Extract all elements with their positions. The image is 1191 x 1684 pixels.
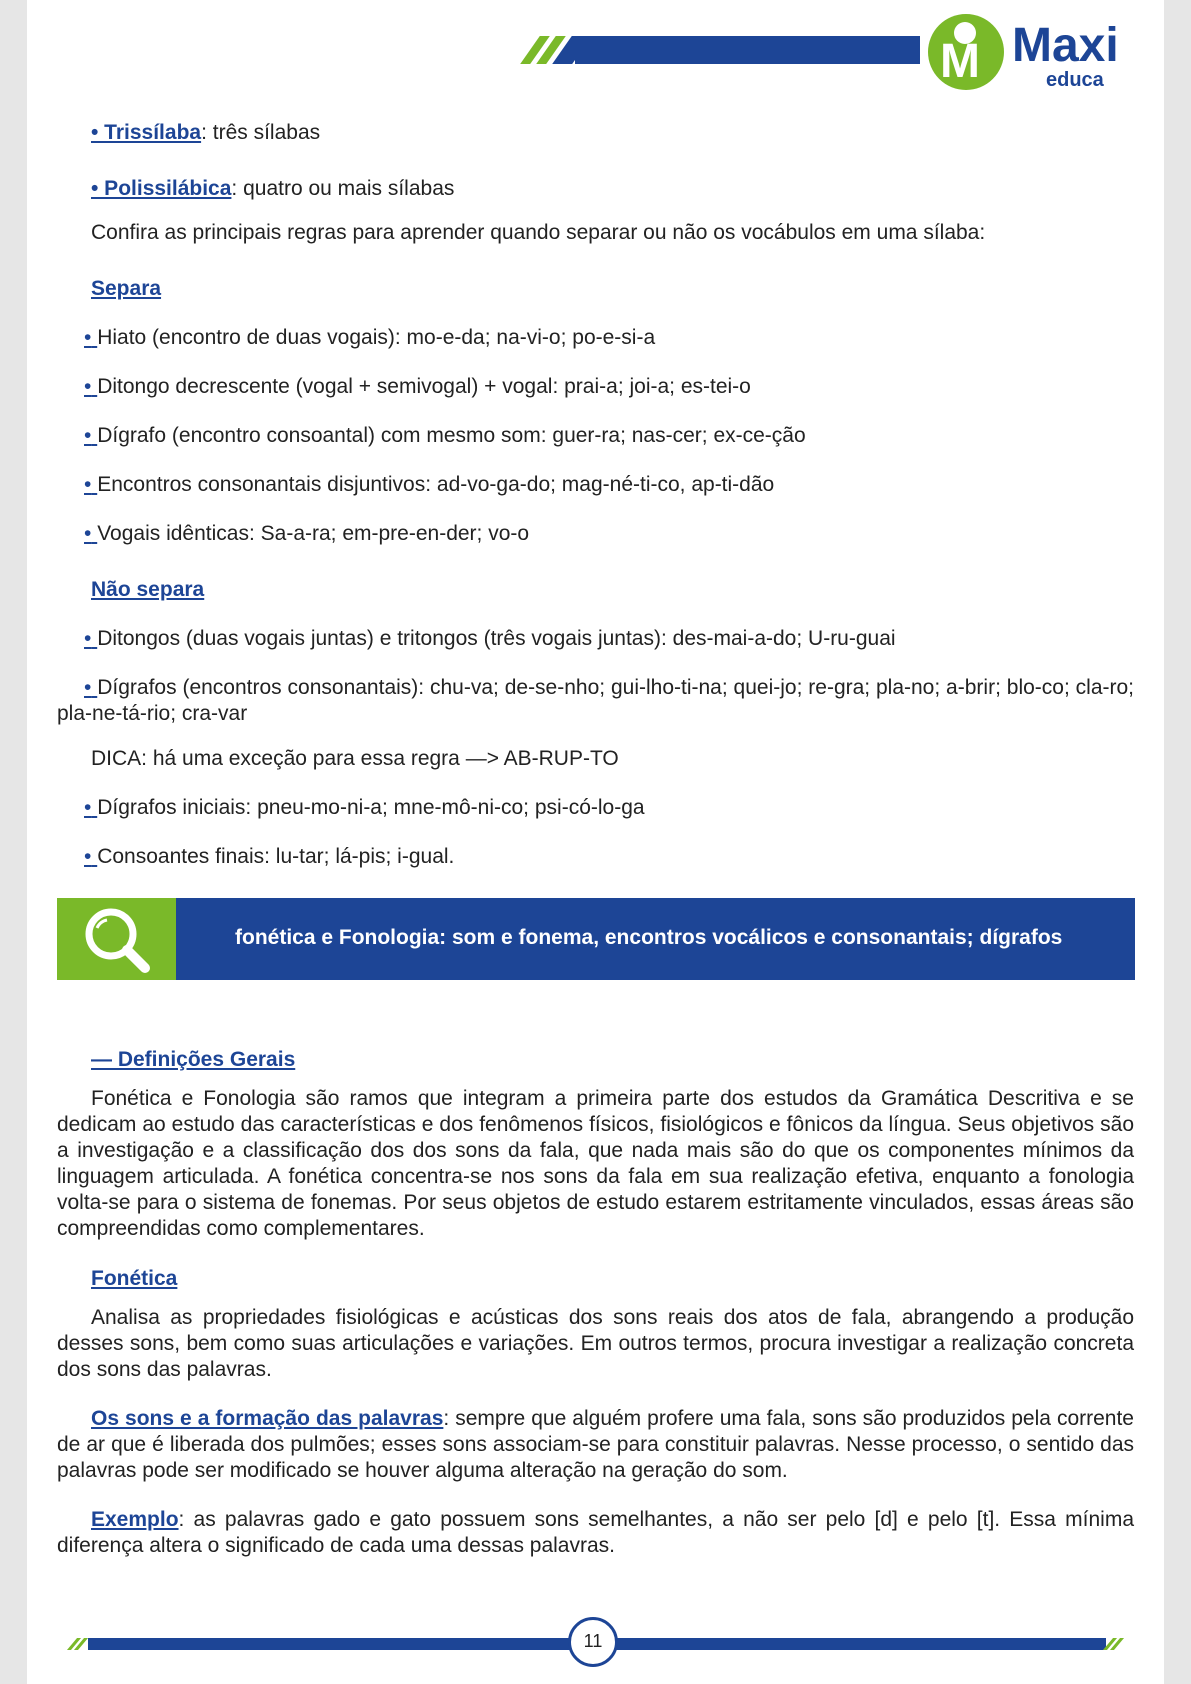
- footer-bar-left: [88, 1638, 570, 1650]
- trissilaba-line: [57, 120, 1168, 146]
- list-item: • Hiato (encontro de duas vogais): mo-e-da; na-vi-o; po-e-si-a: [84, 326, 656, 349]
- polissilabica-def: : quatro ou mais sílabas: [231, 177, 455, 200]
- list-item: • Ditongos (duas vogais juntas) e tritongos (três vogais juntas): des-mai-a-do; U-ru-guai: [84, 627, 896, 650]
- bullet: •: [84, 326, 92, 349]
- sons-text: : sempre que alguém profere uma fala, sons são produzidos pela corrente de ar que é liberada dos pulmões; esses sons associam-se para constituir palavras. Nesse processo, o sentido das palavras pode ser modificado se houver alguma alteração na geração do som.: [57, 1407, 1134, 1482]
- footer-bar-right: [616, 1638, 1106, 1650]
- exemplo-text: : as palavras gado e gato possuem sons semelhantes, a não ser pelo [d] e pelo [t]. Essa mínima diferença altera o significado de cada uma dessas palavras.: [57, 1508, 1134, 1557]
- bullet: •: [84, 796, 92, 819]
- sons-paragraph: [57, 1406, 1134, 1484]
- sons-term: Os sons e a formação das palavras: [91, 1407, 444, 1430]
- header-bar: [575, 36, 920, 64]
- polissilabica-term: • Polissilábica: [91, 177, 232, 200]
- defs-text: Fonética e Fonologia são ramos que integram a primeira parte dos estudos da Gramática Descritiva e se dedicam ao estudo das características e dos fenômenos físicos, fisiológicos e fônicos da língua. Seus objetivos são a investigação e a classificação dos dos sons da fala, que nada mais são do que os componentes mínimos da linguagem articulada. A fonética concentra-se nos sons da fala em sua realização efetiva, enquanto a fonologia volta-se para o sistema de fonemas. Por seus objetos de estudo estarem estritamente vinculados, essas áreas são compreendidas como complementares.: [57, 1087, 1134, 1240]
- search-icon: [57, 898, 176, 980]
- bullet: •: [84, 424, 92, 447]
- fonetica-heading: Fonética: [91, 1267, 178, 1290]
- defs-heading: — Definições Gerais: [91, 1048, 296, 1071]
- separa-heading: Separa: [91, 277, 162, 300]
- bullet: •: [84, 627, 92, 650]
- dica-text: DICA: há uma exceção para essa regra —> AB-RUP-TO: [91, 747, 619, 770]
- list-item: • Vogais idênticas: Sa-a-ra; em-pre-en-der; vo-o: [84, 522, 530, 545]
- list-item: • Dígrafos (encontros consonantais): chu-va; de-se-nho; gui-lho-ti-na; quei-jo; re-gra; pla-no; a-brir; blo-co; cla-ro; pla-ne-tá-rio; cra-var: [57, 676, 1134, 725]
- list-item: • Consoantes finais: lu-tar; lá-pis; i-gual.: [84, 845, 455, 868]
- logo-main: Maxi: [1012, 19, 1119, 72]
- section-banner: [57, 898, 1135, 980]
- banner-title: fonética e Fonologia: som e fonema, encontros vocálicos e consonantais; dígrafos: [235, 926, 1063, 949]
- banner-icon-box: [57, 898, 176, 980]
- exemplo-term: Exemplo: [91, 1508, 179, 1531]
- list-item: • Dígrafo (encontro consoantal) com mesmo som: guer-ra; nas-cer; ex-ce-ção: [84, 424, 806, 447]
- polissilabica-line: [57, 176, 1168, 202]
- nao-separa-heading: Não separa: [91, 578, 205, 601]
- logo-m-icon: M: [940, 35, 980, 88]
- bullet: •: [84, 473, 92, 496]
- bullet: •: [84, 375, 92, 398]
- list-item: • Ditongo decrescente (vogal + semivogal) + vogal: prai-a; joi-a; es-tei-o: [84, 375, 751, 398]
- page-number: 11: [583, 1631, 603, 1651]
- bullet: •: [84, 676, 92, 699]
- fonetica-text: Analisa as propriedades fisiológicas e acústicas dos sons reais dos atos de fala, abrangendo a produção desses sons, bem como suas articulações e variações. Em outros termos, procura investigar a realização concreta dos sons das palavras.: [57, 1306, 1134, 1381]
- bullet: •: [84, 522, 92, 545]
- bullet: •: [84, 845, 92, 868]
- logo-sub: educa: [1046, 69, 1104, 91]
- intro-text: Confira as principais regras para aprender quando separar ou não os vocábulos em uma sílaba:: [91, 221, 986, 244]
- trissilaba-term: • Trissílaba: [91, 121, 202, 144]
- trissilaba-def: : três sílabas: [201, 121, 321, 144]
- exemplo-paragraph: [57, 1507, 1134, 1559]
- list-item: • Encontros consonantais disjuntivos: ad-vo-ga-do; mag-né-ti-co, ap-ti-dão: [84, 473, 775, 496]
- list-item: • Dígrafos iniciais: pneu-mo-ni-a; mne-mô-ni-co; psi-có-lo-ga: [84, 796, 645, 819]
